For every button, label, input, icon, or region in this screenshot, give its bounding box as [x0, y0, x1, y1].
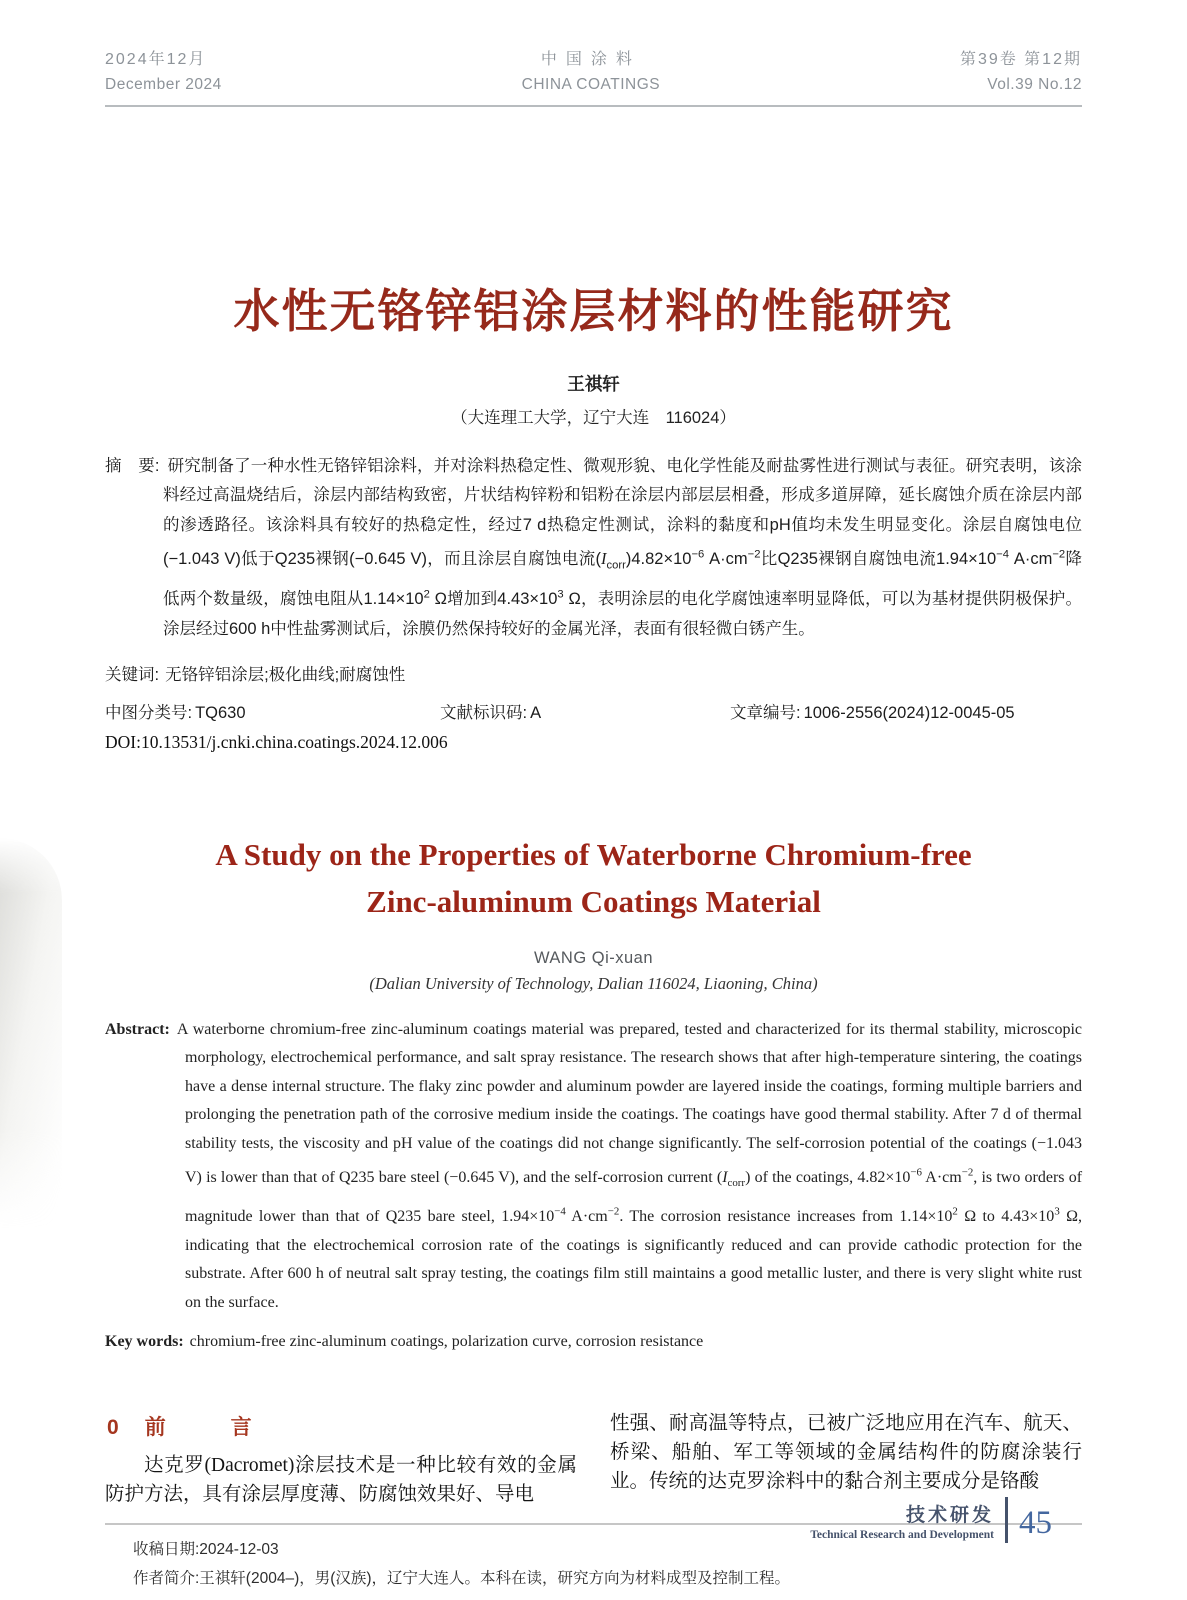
header-date-cn: 2024年12月 — [105, 51, 207, 68]
footer-section-en: Technical Research and Development — [810, 1528, 994, 1541]
page-number: 45 — [1019, 1504, 1052, 1541]
intro-right-paragraph: 性强、耐高温等特点，已被广泛地应用在汽车、航天、桥梁、船舶、军工等领域的金属结构件的防腐涂装行业。传统的达克罗涂料中的黏合剂主要成分是铬酸 — [610, 1413, 1082, 1493]
section-heading — [107, 1411, 577, 1441]
section-title: 前 言 — [144, 1416, 274, 1440]
meta-row — [105, 699, 1082, 723]
footer-divider — [1005, 1497, 1008, 1543]
keywords-text-en: chromium-free zinc-aluminum coatings, polarization curve, corrosion resistance — [189, 1333, 704, 1351]
article-title-en-line2: Zinc-aluminum Coatings Material — [366, 883, 821, 919]
abstract-label-cn: 摘 要: — [105, 456, 160, 475]
intro-right-column — [610, 1409, 1082, 1509]
journal-header — [105, 0, 1082, 97]
footnotes — [133, 1535, 1082, 1593]
abstract-en — [105, 1016, 1082, 1318]
doi: DOI:10.13531/j.cnki.china.coatings.2024.12.006 — [105, 731, 448, 752]
header-issue — [960, 48, 1082, 97]
scan-smudge — [0, 838, 62, 1228]
footer-section-cn: 技术研发 — [905, 1504, 994, 1526]
header-issue-en: Vol.39 No.12 — [987, 75, 1082, 93]
intro-left-column — [105, 1409, 577, 1509]
article-title-cn: 水性无铬锌铝涂层材料的性能研究 — [233, 284, 954, 337]
article-number: 文章编号: 1006-2556(2024)12-0045-05 — [730, 703, 1015, 722]
abstract-cn — [105, 452, 1082, 644]
header-rule — [105, 105, 1082, 107]
received-date: 收稿日期:2024-12-03 — [133, 1541, 279, 1559]
abstract-text-en: A waterborne chromium-free zinc-aluminum coatings material was prepared, tested and characterized for its thermal stability, microscopic morphology, electrochemical performance, and salt spray resistance. The research shows that after high-temperature sintering, the coatings have a dense internal structure. The flaky zinc powder and aluminum powder are layered inside the coatings, forming multiple barriers and prolonging the penetration path of the corrosive medium inside the coatings. The coatings have good thermal stability. After 7 d of thermal stability tests, the viscosity and pH value of the coatings did not change significantly. The self-corrosion potential of the coatings (−1.043 V) is lower than that of Q235 bare steel (−0.645 V), and the self-corrosion current $(I_{corr})$ of the coatings, $4.82\times 10^{-6}$ $A\cdot cm^{-2}$, is two orders of magnitude lower than that of Q235 bare steel, $1.94\times 10^{-4}$ $A\cdot cm^{-2}$. The corrosion resistance increases from $1.14\times 10^2$ Ω to $4.43\times 10^3$ Ω, indicating that the electrochemical corrosion rate of the coatings is significantly reduced and can provide cathodic protection for the substrate. After 600 h of neutral salt spray testing, the coatings film still maintains a good metallic luster, and there is very slight white rust on the surface. — [176, 1020, 1083, 1311]
document-code: 文献标识码: A — [440, 703, 542, 722]
footer-section — [810, 1500, 994, 1541]
header-issue-cn: 第39卷 第12期 — [959, 51, 1082, 68]
keywords-text-cn: 无铬锌铝涂层;极化曲线;耐腐蚀性 — [165, 665, 406, 684]
keywords-cn — [105, 661, 1082, 685]
keywords-label-cn: 关键词: — [105, 665, 160, 684]
intro-section — [105, 1409, 1082, 1509]
affiliation-en: (Dalian University of Technology, Dalian 116024, Liaoning, China) — [369, 973, 818, 993]
article-title-en — [105, 831, 1082, 925]
journal-title-en: CHINA COATINGS — [521, 75, 661, 93]
author-bio: 作者简介:王祺轩(2004–)，男(汉族)，辽宁大连人。本科在读，研究方向为材料成型及控制工程。 — [133, 1570, 791, 1588]
keywords-en — [105, 1333, 1082, 1351]
author-en: WANG Qi-xuan — [533, 948, 654, 967]
intro-left-paragraph: 达克罗(Dacromet)涂层技术是一种比较有效的金属防护方法，具有涂层厚度薄、防腐蚀效果好、导电 — [105, 1455, 577, 1506]
article-title-en-line1: A Study on the Properties of Waterborne Chromium-free — [215, 836, 972, 872]
header-journal-title — [522, 48, 660, 97]
affiliation-cn: （大连理工大学，辽宁大连 116024） — [451, 408, 736, 427]
header-date-en: December 2024 — [105, 75, 222, 93]
author-cn: 王祺轩 — [567, 373, 620, 394]
abstract-text-cn: 研究制备了一种水性无铬锌铝涂料，并对涂料热稳定性、微观形貌、电化学性能及耐盐雾性进行测试与表征。研究表明，该涂料经过高温烧结后，涂层内部结构致密，片状结构锌粉和铝粉在涂层内部层层相叠，形成多道屏障，延长腐蚀介质在涂层内部的渗透路径。该涂料具有较好的热稳定性，经过7 d热稳定性测试，涂料的黏度和pH值均未发生明显变化。涂层自腐蚀电位(−1.043 V)低于Q235裸钢(−0.645 V)，而且涂层自腐蚀电流$(I_{corr})4.82\times 10^{-6}$ $A\cdot cm^{-2}$比Q235裸钢自腐蚀电流$1.94\times 10^{-4}$ $A\cdot cm^{-2}$降低两个数量级，腐蚀电阻从$1.14\times 10^2$ Ω增加到$4.43\times 10^3$ Ω，表明涂层的电化学腐蚀速率明显降低，可以为基材提供阴极保护。涂层经过600 h中性盐雾测试后，涂膜仍然保持较好的金属光泽，表面有很轻微白锈产生。 — [163, 456, 1082, 638]
page-footer — [810, 1497, 1052, 1543]
abstract-label-en: Abstract: — [105, 1020, 170, 1038]
header-date — [105, 48, 222, 97]
section-number: 0 — [107, 1416, 119, 1440]
journal-title-cn: 中国涂料 — [540, 51, 641, 68]
keywords-label-en: Key words: — [105, 1333, 184, 1351]
clc-number: 中图分类号: TQ630 — [105, 703, 246, 722]
